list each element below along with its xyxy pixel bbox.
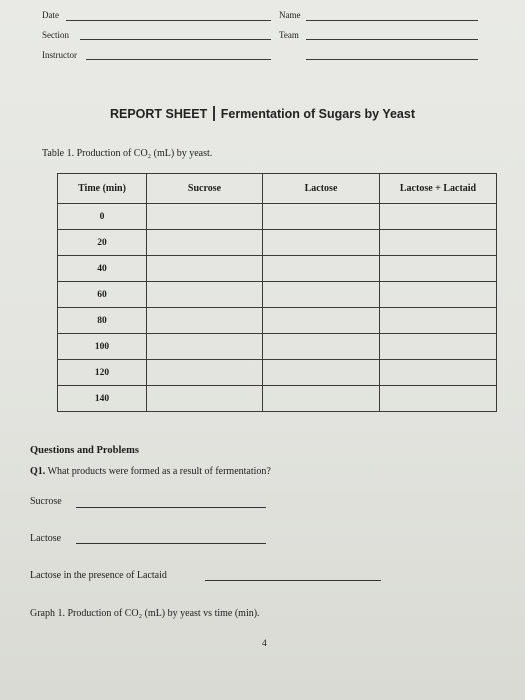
team-label: Team (279, 30, 299, 40)
sucrose-cell[interactable] (147, 334, 263, 360)
date-label: Date (42, 10, 59, 20)
instructor-label: Instructor (42, 50, 77, 60)
question-1-number: Q1. (30, 466, 46, 477)
sucrose-cell[interactable] (147, 230, 263, 256)
lactaid-cell[interactable] (380, 334, 497, 360)
page-number: 4 (262, 639, 267, 649)
lactose-cell[interactable] (263, 230, 380, 256)
sucrose-cell[interactable] (147, 282, 263, 308)
report-title (0, 106, 525, 121)
section-label: Section (42, 30, 69, 40)
time-cell: 0 (58, 204, 147, 230)
lactose-cell[interactable] (263, 308, 380, 334)
sucrose-cell[interactable] (147, 386, 263, 412)
lactaid-cell[interactable] (380, 308, 497, 334)
team-line (306, 39, 478, 40)
answer-label-lactose: Lactose (30, 533, 62, 544)
column-header-lactose: Lactose (263, 174, 380, 204)
column-header-sucrose: Sucrose (147, 174, 263, 204)
answer-label-sucrose: Sucrose (30, 496, 62, 507)
table-caption: Table 1. Production of CO₂ (mL) by yeast. (42, 148, 213, 159)
question-1-text: What products were formed as a result of fermentation? (47, 466, 271, 477)
column-header-lactose-lactaid: Lactose + Lactaid (380, 174, 497, 204)
report-prefix: REPORT SHEET (109, 107, 208, 121)
title-divider (213, 106, 215, 121)
table-row (58, 360, 497, 386)
question-1 (30, 466, 271, 477)
sucrose-cell[interactable] (147, 308, 263, 334)
graph-caption: Graph 1. Production of CO₂ (mL) by yeast vs time (min). (30, 608, 260, 619)
lactose-cell[interactable] (263, 256, 380, 282)
lactose-cell[interactable] (263, 360, 380, 386)
lactose-cell[interactable] (263, 386, 380, 412)
lactaid-cell[interactable] (380, 204, 497, 230)
table-row (58, 230, 497, 256)
table-header-row (58, 174, 497, 204)
answer-line-lactose[interactable] (76, 543, 266, 544)
answer-line-lactaid[interactable] (205, 580, 381, 581)
report-subject: Fermentation of Sugars by Yeast (220, 107, 416, 121)
time-cell: 120 (58, 360, 147, 386)
answer-label-lactaid: Lactose in the presence of Lactaid (30, 570, 167, 581)
questions-heading: Questions and Problems (30, 445, 139, 456)
time-cell: 100 (58, 334, 147, 360)
table-row (58, 282, 497, 308)
name-label: Name (279, 10, 301, 20)
lactaid-cell[interactable] (380, 360, 497, 386)
lactose-cell[interactable] (263, 334, 380, 360)
name-line (306, 20, 478, 21)
lactaid-cell[interactable] (380, 256, 497, 282)
section-line (80, 39, 271, 40)
time-cell: 80 (58, 308, 147, 334)
time-cell: 40 (58, 256, 147, 282)
table-row (58, 256, 497, 282)
co2-production-table (57, 173, 497, 412)
lactose-cell[interactable] (263, 204, 380, 230)
table-row (58, 334, 497, 360)
sucrose-cell[interactable] (147, 256, 263, 282)
time-cell: 20 (58, 230, 147, 256)
instructor-line (86, 59, 271, 60)
time-cell: 60 (58, 282, 147, 308)
lactaid-cell[interactable] (380, 230, 497, 256)
date-line (66, 20, 271, 21)
lactose-cell[interactable] (263, 282, 380, 308)
lactaid-cell[interactable] (380, 282, 497, 308)
time-cell: 140 (58, 386, 147, 412)
table-row (58, 204, 497, 230)
sucrose-cell[interactable] (147, 360, 263, 386)
lactaid-cell[interactable] (380, 386, 497, 412)
sucrose-cell[interactable] (147, 204, 263, 230)
column-header-time: Time (min) (58, 174, 147, 204)
answer-line-sucrose[interactable] (76, 507, 266, 508)
table-row (58, 308, 497, 334)
table-row (58, 386, 497, 412)
instructor-line-right (306, 59, 478, 60)
